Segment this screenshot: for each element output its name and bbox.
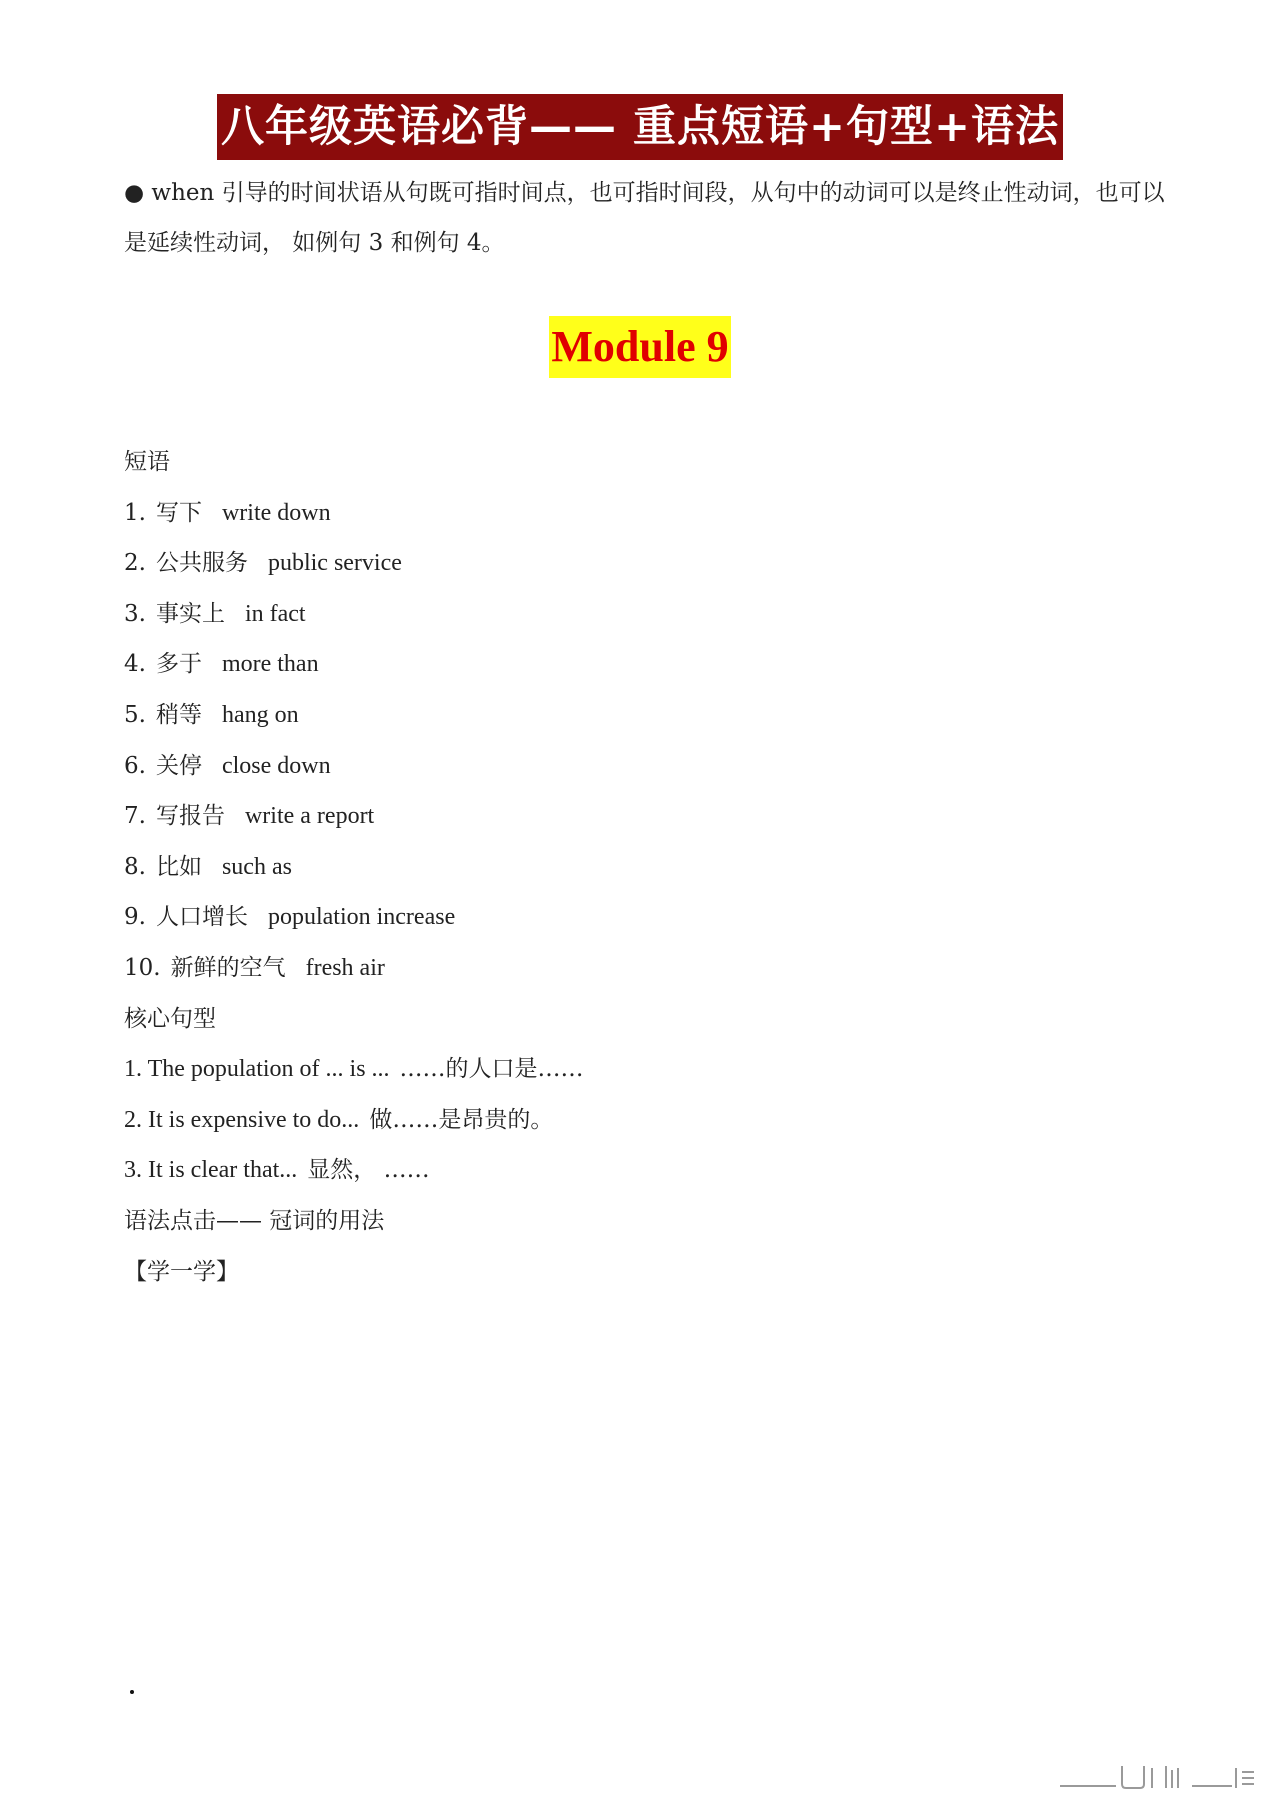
phrase-item — [124, 690, 1174, 741]
phrase-english: fresh air — [305, 954, 385, 981]
sentence-item — [124, 1044, 1174, 1095]
grammar-heading: 语法点击—— 冠词的用法 — [124, 1207, 385, 1234]
sentences-heading: 核心句型 — [124, 1005, 216, 1032]
page-dot — [130, 1690, 134, 1694]
watermark-icon — [1056, 1762, 1256, 1792]
phrase-chinese: 比如 — [155, 853, 202, 880]
sentence-item — [124, 1145, 1174, 1196]
phrase-item — [124, 791, 1174, 842]
phrase-english: close down — [221, 752, 331, 779]
phrases-heading: 短语 — [124, 449, 170, 475]
phrase-number: 5. — [124, 701, 146, 728]
phrase-item — [124, 892, 1174, 943]
phrase-number: 4. — [124, 651, 146, 678]
phrase-chinese: 人口增长 — [155, 904, 248, 931]
phrase-item — [124, 639, 1174, 690]
phrase-english: public service — [267, 550, 402, 577]
phrase-item — [124, 589, 1174, 640]
phrase-chinese: 公共服务 — [155, 550, 248, 577]
content-section — [124, 437, 1174, 1297]
phrase-chinese: 事实上 — [155, 600, 225, 627]
phrase-item — [124, 943, 1174, 994]
grammar-subheading: 【学一学】 — [124, 1258, 239, 1285]
phrase-item — [124, 741, 1174, 792]
phrase-english: population increase — [267, 904, 456, 931]
phrase-english: in fact — [244, 600, 306, 627]
sentence-english: 1. The population of ... is ... — [124, 1056, 390, 1083]
sentence-item — [124, 1095, 1174, 1146]
sentence-english: 2. It is expensive to do... — [124, 1106, 360, 1133]
phrase-number: 8. — [124, 853, 146, 880]
module-heading-container — [0, 316, 1280, 378]
sentence-chinese: 显然， …… — [307, 1157, 430, 1184]
phrase-english: write down — [221, 499, 331, 526]
phrase-number: 9. — [124, 904, 146, 931]
phrase-english: write a report — [244, 803, 375, 830]
phrase-english: more than — [221, 651, 319, 678]
phrase-english: hang on — [221, 701, 299, 728]
sentence-chinese: ……的人口是…… — [399, 1056, 584, 1083]
page-title-banner: 八年级英语必背—— 重点短语+句型+语法 — [217, 94, 1063, 160]
phrase-number: 10. — [124, 954, 161, 981]
phrase-chinese: 新鲜的空气 — [170, 954, 286, 981]
sentence-chinese: 做……是昂贵的。 — [369, 1106, 554, 1133]
phrase-chinese: 写报告 — [155, 803, 225, 830]
module-title: Module 9 — [549, 316, 730, 378]
phrase-number: 3. — [124, 600, 146, 627]
phrase-chinese: 稍等 — [155, 701, 202, 728]
banner-container — [0, 94, 1280, 160]
phrase-number: 6. — [124, 752, 146, 779]
phrase-item — [124, 842, 1174, 893]
phrase-chinese: 多于 — [155, 651, 202, 678]
intro-paragraph: ● when 引导的时间状语从句既可指时间点，也可指时间段，从句中的动词可以是终止性动词，也可以是延续性动词， 如例句 3 和例句 4。 — [124, 180, 1165, 256]
phrase-english: such as — [221, 853, 292, 880]
phrase-number: 1. — [124, 499, 146, 526]
phrase-chinese: 关停 — [155, 752, 202, 779]
phrase-item — [124, 488, 1174, 539]
phrase-number: 7. — [124, 803, 146, 830]
sentence-english: 3. It is clear that... — [124, 1157, 298, 1184]
phrase-number: 2. — [124, 550, 146, 577]
phrase-item — [124, 538, 1174, 589]
phrase-chinese: 写下 — [155, 499, 202, 526]
